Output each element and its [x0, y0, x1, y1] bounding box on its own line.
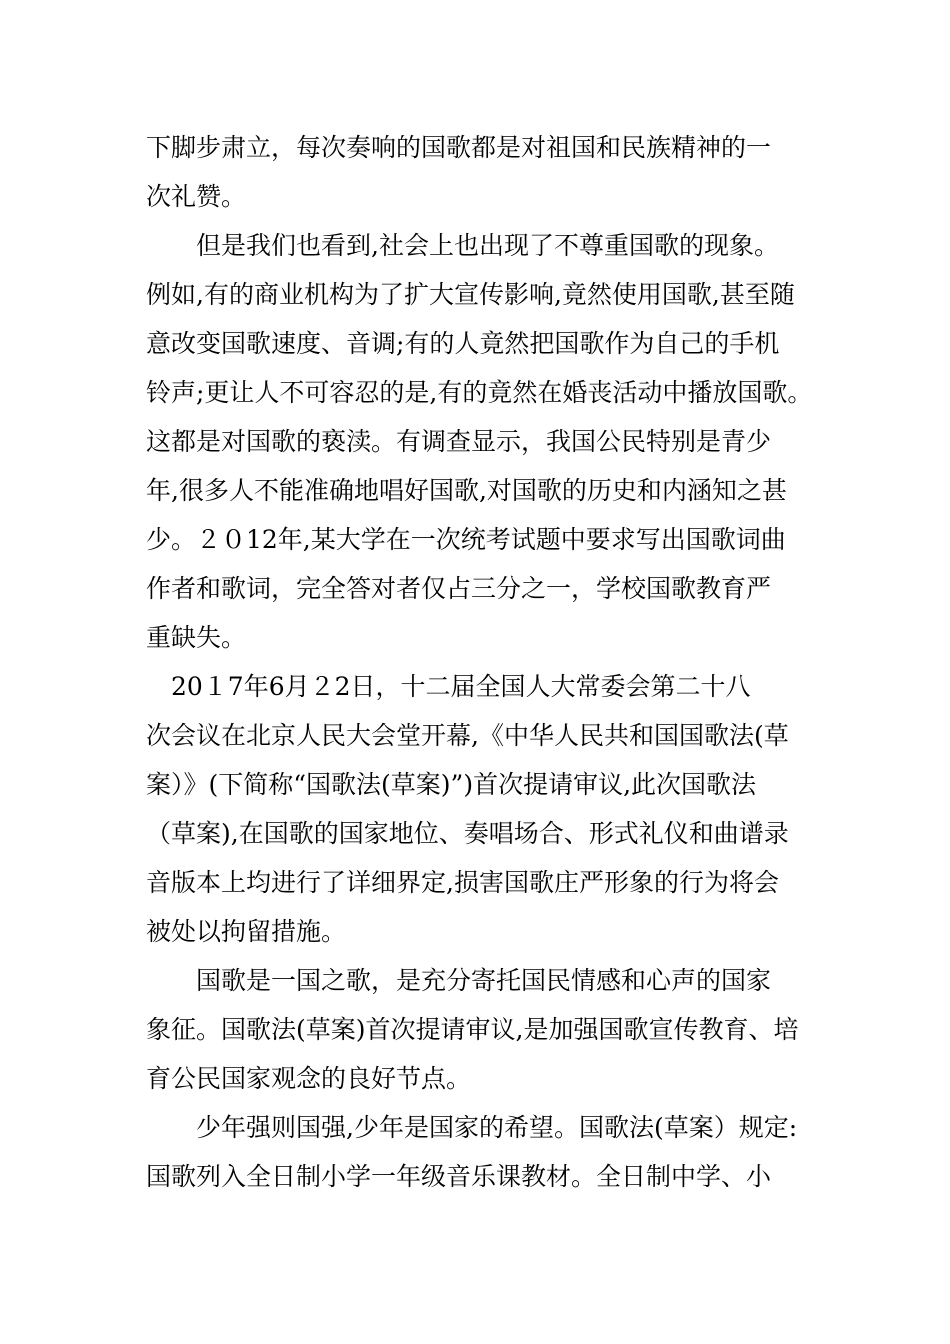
paragraph-3: [146, 667, 826, 961]
text-line: 下脚步肃立，每次奏响的国歌都是对祖国和民族精神的一: [146, 133, 772, 162]
text-line: 作者和歌词，完全答对者仅占三分之一，学校国歌教育严: [146, 574, 772, 603]
text-line: 次会议在北京人民大会堂开幕,《中华人民共和国国歌法(草: [146, 721, 789, 750]
text-line: 这都是对国歌的亵渎。有调查显示，我国公民特别是青少: [146, 427, 772, 456]
paragraph-1: [146, 128, 826, 226]
text-line: 案）》(下简称“国歌法(草案)”)首次提请审议,此次国歌法: [146, 770, 757, 799]
paragraph-5: [146, 1108, 826, 1206]
paragraph-2: [146, 226, 826, 667]
text-line: 重缺失。: [146, 623, 247, 652]
text-line: 音版本上均进行了详细界定,损害国歌庄严形象的行为将会: [146, 868, 779, 897]
text-line: 次礼赞。: [146, 182, 247, 211]
document-body: [146, 128, 826, 1206]
paragraph-4: [146, 961, 826, 1108]
text-line: 国歌列入全日制小学一年级音乐课教材。全日制中学、小: [146, 1162, 772, 1191]
text-line: 少。２０12年,某大学在一次统考试题中要求写出国歌词曲: [146, 525, 786, 554]
text-line: 年,很多人不能准确地唱好国歌,对国歌的历史和内涵知之甚: [146, 476, 787, 505]
text-line: 铃声;更让人不可容忍的是,有的竟然在婚丧活动中播放国歌。: [146, 378, 813, 407]
text-line: 20１7年6月２2日，十二届全国人大常委会第二十八: [146, 672, 751, 701]
text-line: 国歌是一国之歌，是充分寄托国民情感和心声的国家: [146, 966, 772, 995]
text-line: 被处以拘留措施。: [146, 917, 347, 946]
text-line: 育公民国家观念的良好节点。: [146, 1064, 472, 1093]
text-line: 象征。国歌法(草案)首次提请审议,是加强国歌宣传教育、培: [146, 1015, 799, 1044]
text-line: 少年强则国强,少年是国家的希望。国歌法(草案）规定:: [146, 1113, 798, 1142]
text-line: （草案),在国歌的国家地位、奏唱场合、形式礼仪和曲谱录: [146, 819, 789, 848]
text-line: 例如,有的商业机构为了扩大宣传影响,竟然使用国歌,甚至随: [146, 280, 795, 309]
text-line: 但是我们也看到,社会上也出现了不尊重国歌的现象。: [146, 231, 779, 260]
text-line: 意改变国歌速度、音调;有的人竟然把国歌作为自己的手机: [146, 329, 780, 358]
